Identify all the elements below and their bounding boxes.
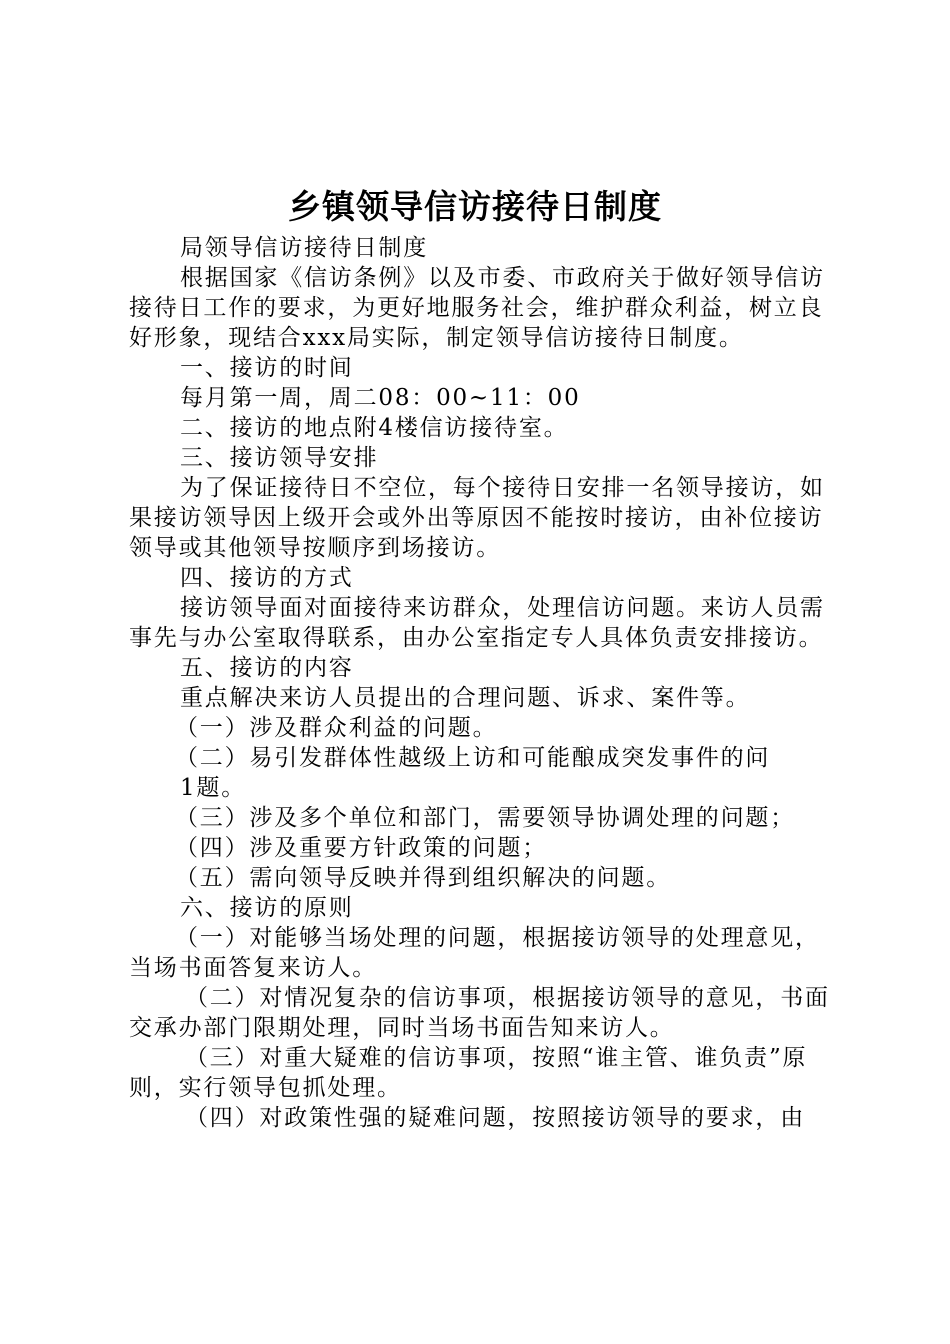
list-item: （四）涉及重要方针政策的问题； xyxy=(175,835,547,861)
list-item: （一）涉及群众利益的问题。 xyxy=(175,715,498,741)
paragraph: 每月第一周，周二08：00~11：00 xyxy=(180,385,581,411)
paragraph: 重点解决来访人员提出的合理问题、诉求、案件等。 xyxy=(180,685,751,711)
paragraph: 根据国家《信访条例》以及市委、市政府关于做好领导信访接待日工作的要求，为更好地服务社会，维护群众利益，树立良好形象，现结合xxx局实际，制定领导信访接待日制度。 xyxy=(129,265,825,351)
section-heading: 二、接访的地点附4楼信访接待室。 xyxy=(180,415,569,441)
paragraph: 局领导信访接待日制度 xyxy=(180,235,428,261)
list-item: （二）对情况复杂的信访事项，根据接访领导的意见，书面交承办部门限期处理，同时当场书面告知来访人。 xyxy=(129,985,830,1041)
section-heading: 三、接访领导安排 xyxy=(180,445,379,471)
list-item-continuation: 1题。 xyxy=(180,775,247,801)
document-body xyxy=(129,233,834,1133)
list-item: （五）需向领导反映并得到组织解决的问题。 xyxy=(175,865,671,891)
section-heading: 六、接访的原则 xyxy=(180,895,354,921)
section-heading: 四、接访的方式 xyxy=(180,565,354,591)
section-heading: 一、接访的时间 xyxy=(180,355,354,381)
list-item: （一）对能够当场处理的问题，根据接访领导的处理意见，当场书面答复来访人。 xyxy=(129,925,820,981)
section-heading: 五、接访的内容 xyxy=(180,655,354,681)
paragraph: 为了保证接待日不空位，每个接待日安排一名领导接访，如果接访领导因上级开会或外出等原因不能按时接访，由补位接访领导或其他领导按顺序到场接访。 xyxy=(129,475,825,561)
paragraph: 接访领导面对面接待来访群众，处理信访问题。来访人员需事先与办公室取得联系，由办公室指定专人具体负责安排接访。 xyxy=(129,595,825,651)
list-item: （三）涉及多个单位和部门，需要领导协调处理的问题； xyxy=(175,805,795,831)
list-item: （三）对重大疑难的信访事项，按照“谁主管、谁负责”原则，实行领导包抓处理。 xyxy=(129,1045,808,1101)
list-item: （二）易引发群体性越级上访和可能酿成突发事件的问 xyxy=(175,745,771,771)
document-title: 乡镇领导信访接待日制度 xyxy=(288,187,662,226)
list-item: （四）对政策性强的疑难问题，按照接访领导的要求，由 xyxy=(185,1105,805,1131)
